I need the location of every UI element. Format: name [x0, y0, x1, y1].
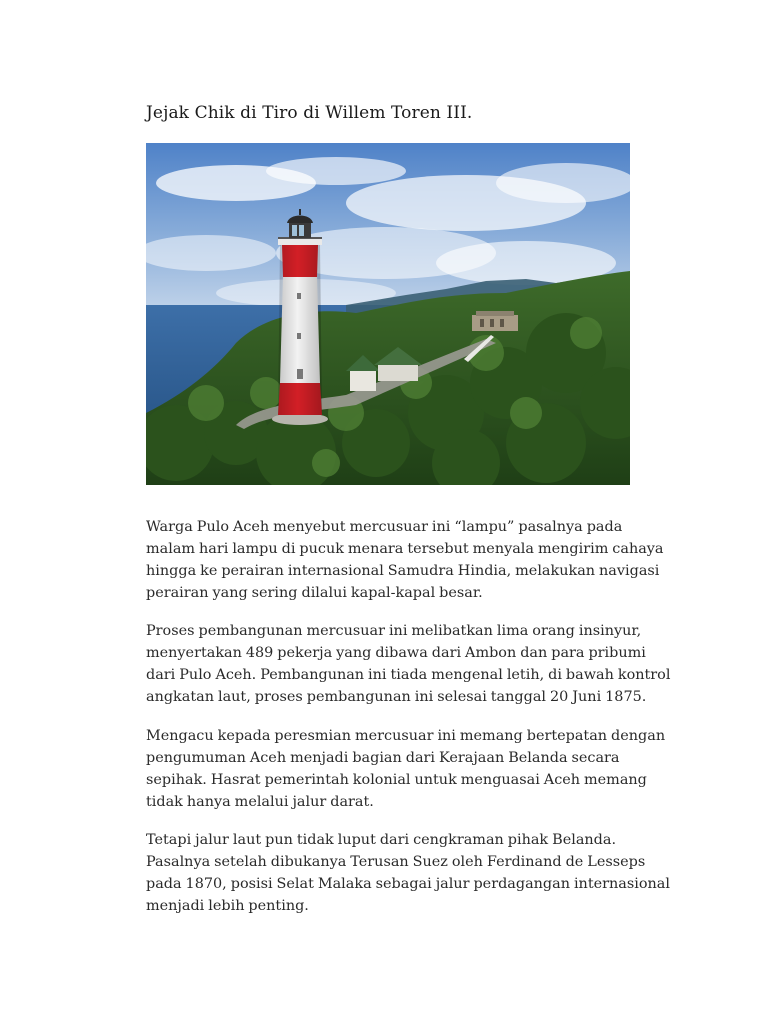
paragraph-line: pada 1870, posisi Selat Malaka sebagai jalur perdagangan internasional [146, 876, 670, 892]
paragraph-line: pengumuman Aceh menjadi bagian dari Kerajaan Belanda secara [146, 750, 620, 766]
paragraph-2 [146, 620, 671, 708]
paragraph-line: malam hari lampu di pucuk menara tersebut menyala mengirim cahaya [146, 541, 664, 557]
paragraph-line: Proses pembangunan mercusuar ini melibatkan lima orang insinyur, [146, 623, 642, 639]
paragraph-line: menyertakan 489 pekerja yang dibawa dari Ambon dan para pribumi [146, 645, 646, 661]
lighthouse-photo [146, 143, 630, 485]
paragraph-line: Warga Pulo Aceh menyebut mercusuar ini “lampu” pasalnya pada [146, 519, 623, 535]
paragraph-line: dari Pulo Aceh. Pembangunan ini tiada mengenal letih, di bawah kontrol [146, 667, 671, 683]
paragraph-line: menjadi lebih penting. [146, 898, 309, 914]
paragraph-line: sepihak. Hasrat pemerintah kolonial untuk menguasai Aceh memang [146, 772, 647, 788]
lighthouse [272, 209, 328, 425]
ruins [472, 311, 518, 331]
paragraph-line: Tetapi jalur laut pun tidak luput dari cengkraman pihak Belanda. [146, 832, 617, 848]
paragraph-line: Mengacu kepada peresmian mercusuar ini memang bertepatan dengan [146, 728, 666, 744]
article-title: Jejak Chik di Tiro di Willem Toren III. [146, 103, 473, 123]
paragraph-4 [146, 829, 670, 917]
paragraph-line: hingga ke perairan internasional Samudra Hindia, melakukan navigasi [146, 563, 660, 579]
paragraph-line: perairan yang sering dilalui kapal-kapal besar. [146, 585, 483, 601]
paragraph-line: tidak hanya melalui jalur darat. [146, 794, 374, 810]
paragraph-3 [146, 725, 666, 813]
paragraph-line: Pasalnya setelah dibukanya Terusan Suez oleh Ferdinand de Lesseps [146, 854, 646, 870]
paragraph-1 [146, 516, 664, 604]
paragraph-line: angkatan laut, proses pembangunan ini selesai tanggal 20 Juni 1875. [146, 689, 647, 705]
